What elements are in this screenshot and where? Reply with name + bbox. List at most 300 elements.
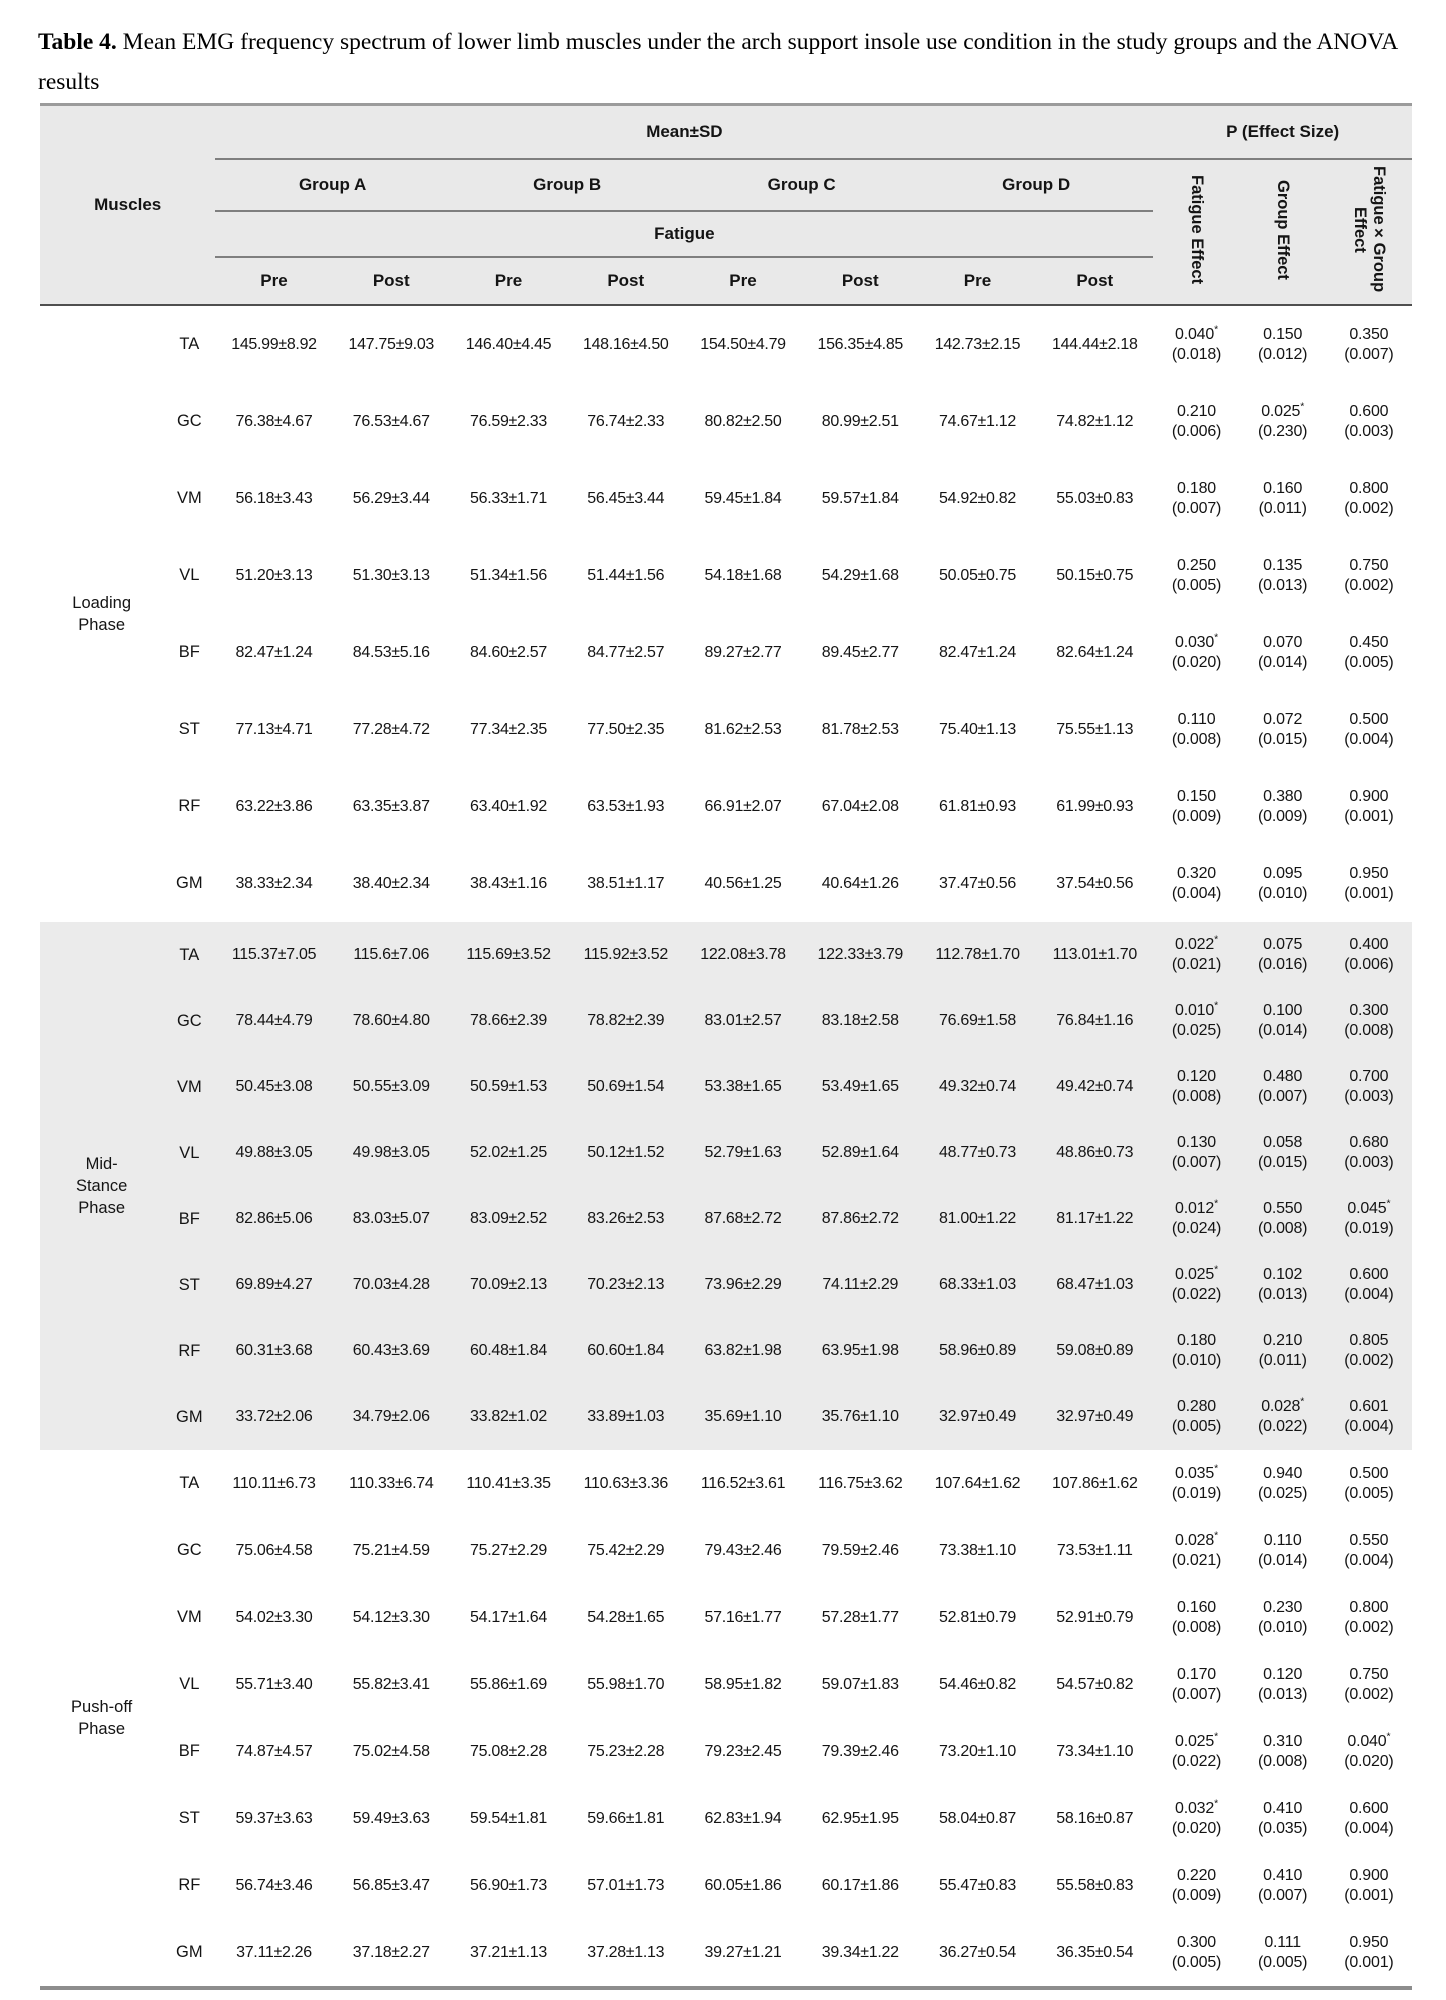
header-pre: Pre: [919, 257, 1036, 305]
mean-sd-value: 62.95±1.95: [821, 1809, 899, 1827]
p-value-cell: [1240, 768, 1326, 845]
effect-size: (0.011): [1258, 499, 1307, 517]
p-value-cell: [1326, 383, 1412, 460]
mean-sd-value: 80.82±2.50: [704, 412, 782, 430]
p-value-cell: [1326, 1517, 1412, 1584]
mean-sd-value: 82.47±1.24: [939, 643, 1016, 661]
p-value-cell: [1240, 1450, 1326, 1517]
p-value: 0.950: [1349, 1933, 1389, 1951]
p-value-cell: [1153, 1054, 1239, 1120]
p-value-cell: [1153, 988, 1239, 1054]
mean-sd-value: 37.28±1.13: [587, 1943, 665, 1961]
mean-sd-value: 55.98±1.70: [587, 1675, 665, 1693]
mean-sd-value: 57.16±1.77: [704, 1608, 782, 1626]
mean-sd-value: 122.08±3.78: [684, 922, 801, 988]
effect-size: (0.006): [1344, 956, 1394, 973]
mean-sd-value: 37.18±2.27: [352, 1943, 430, 1961]
header-p-effect-size: P (Effect Size): [1153, 105, 1412, 160]
effect-size: (0.002): [1344, 576, 1394, 594]
mean-sd-value: 51.44±1.56: [587, 566, 665, 584]
table-row: [40, 1584, 1412, 1651]
mean-sd-value: 68.33±1.03: [919, 1252, 1036, 1318]
mean-sd-value: 70.03±4.28: [333, 1252, 450, 1318]
mean-sd-value: 52.89±1.64: [802, 1120, 919, 1186]
p-value-cell: [1153, 1584, 1239, 1651]
p-value-cell: [1153, 1718, 1239, 1785]
p-value: 0.600: [1349, 1266, 1389, 1283]
mean-sd-value: 148.16±4.50: [582, 335, 669, 353]
table-row: [40, 1450, 1412, 1517]
p-value: 0.025*: [1261, 400, 1305, 420]
mean-sd-value: 73.20±1.10: [939, 1742, 1016, 1760]
effect-size: (0.004): [1171, 884, 1222, 902]
muscle-label: VL: [179, 1675, 200, 1693]
mean-sd-value: 59.49±3.63: [352, 1809, 430, 1827]
p-value: 0.250: [1176, 556, 1217, 574]
p-value-cell: [1240, 1517, 1326, 1584]
muscle-label: GM: [163, 1384, 215, 1450]
table-body: [40, 305, 1412, 1988]
mean-sd-value: 63.40±1.92: [470, 797, 547, 815]
p-value: 0.900: [1349, 787, 1389, 805]
mean-sd-value: 61.99±0.93: [1056, 797, 1134, 815]
effect-size: (0.010): [1171, 1352, 1222, 1369]
p-value-cell: [1240, 1651, 1326, 1718]
mean-sd-value: 87.68±2.72: [684, 1186, 801, 1252]
effect-size: (0.021): [1171, 1551, 1222, 1569]
muscle-label: VL: [179, 566, 200, 584]
phase-label: Loading Phase: [40, 305, 163, 922]
p-value-cell: [1326, 1919, 1412, 1988]
muscle-label: VM: [176, 1608, 202, 1626]
p-value: 0.025*: [1175, 1263, 1218, 1283]
mean-sd-value: 49.98±3.05: [333, 1120, 450, 1186]
p-value: 0.120: [1263, 1665, 1303, 1683]
mean-sd-value: 66.91±2.07: [704, 797, 782, 815]
p-value: 0.680: [1349, 1134, 1389, 1151]
effect-size: (0.004): [1344, 1418, 1394, 1435]
mean-sd-value: 75.55±1.13: [1056, 720, 1134, 738]
mean-sd-value: 146.40±4.45: [465, 335, 552, 353]
mean-sd-value: 53.38±1.65: [684, 1054, 801, 1120]
p-value-cell: [1240, 1120, 1326, 1186]
p-value: 0.150: [1263, 325, 1303, 343]
p-value-cell: [1326, 1852, 1412, 1919]
p-value: 0.045*: [1347, 1197, 1391, 1217]
p-value: 0.800: [1349, 1598, 1389, 1616]
p-value: 0.095: [1263, 864, 1303, 882]
p-value-cell: [1240, 922, 1326, 988]
p-value: 0.601: [1349, 1398, 1389, 1415]
p-value: 0.700: [1349, 1068, 1389, 1085]
mean-sd-value: 74.11±2.29: [802, 1252, 919, 1318]
p-value: 0.102: [1263, 1266, 1303, 1283]
p-value-cell: [1326, 1584, 1412, 1651]
p-value-cell: [1153, 1785, 1239, 1852]
mean-sd-value: 55.03±0.83: [1056, 489, 1134, 507]
p-value-cell: [1240, 1318, 1326, 1384]
mean-sd-value: 147.75±9.03: [348, 335, 435, 353]
mean-sd-value: 76.69±1.58: [919, 988, 1036, 1054]
mean-sd-value: 116.75±3.62: [818, 1474, 903, 1492]
p-value-cell: [1153, 1186, 1239, 1252]
table-caption: [38, 22, 1428, 102]
header-fatigue-effect: Fatigue Effect: [1153, 159, 1239, 305]
effect-size: (0.008): [1171, 1618, 1222, 1636]
mean-sd-value: 51.34±1.56: [470, 566, 547, 584]
header-post: Post: [1036, 257, 1153, 305]
effect-size: (0.019): [1171, 1484, 1222, 1502]
mean-sd-value: 54.29±1.68: [821, 566, 899, 584]
mean-sd-value: 116.52±3.61: [700, 1474, 786, 1492]
p-value-cell: [1240, 383, 1326, 460]
effect-size: (0.022): [1171, 1286, 1222, 1303]
p-value: 0.028*: [1175, 1529, 1218, 1549]
mean-sd-value: 67.04±2.08: [821, 797, 899, 815]
table-row: [40, 614, 1412, 691]
p-value-cell: [1240, 1919, 1326, 1988]
p-value: 0.180: [1176, 1332, 1217, 1349]
effect-size: (0.006): [1171, 422, 1222, 440]
p-value: 0.010*: [1175, 999, 1218, 1019]
mean-sd-value: 83.01±2.57: [684, 988, 801, 1054]
p-value: 0.805: [1349, 1332, 1389, 1349]
effect-size: (0.001): [1344, 1886, 1394, 1904]
mean-sd-value: 79.23±2.45: [704, 1742, 782, 1760]
muscle-label: RF: [163, 1318, 215, 1384]
mean-sd-value: 75.27±2.29: [470, 1541, 547, 1559]
mean-sd-value: 54.57±0.82: [1056, 1675, 1134, 1693]
effect-size: (0.025): [1171, 1022, 1222, 1039]
mean-sd-value: 54.92±0.82: [939, 489, 1016, 507]
mean-sd-value: 154.50±4.79: [700, 335, 786, 353]
mean-sd-value: 84.53±5.16: [352, 643, 430, 661]
table-row: [40, 1054, 1412, 1120]
mean-sd-value: 78.82±2.39: [567, 988, 684, 1054]
header-post: Post: [567, 257, 684, 305]
table-row: [40, 1186, 1412, 1252]
muscle-label: RF: [178, 1876, 201, 1894]
p-value-cell: [1326, 537, 1412, 614]
effect-size: (0.003): [1344, 422, 1394, 440]
p-value-cell: [1153, 1852, 1239, 1919]
p-value-cell: [1326, 845, 1412, 922]
p-value: 0.110: [1263, 1531, 1302, 1549]
table-caption-label: Table 4.: [38, 29, 117, 55]
p-value-cell: [1153, 614, 1239, 691]
mean-sd-value: 82.86±5.06: [215, 1186, 332, 1252]
mean-sd-value: 110.11±6.73: [232, 1474, 316, 1492]
p-value: 0.120: [1176, 1068, 1217, 1085]
mean-sd-value: 50.45±3.08: [215, 1054, 332, 1120]
table-row: [40, 922, 1412, 988]
muscle-label: GC: [176, 1541, 202, 1559]
p-value: 0.170: [1176, 1665, 1217, 1683]
effect-size: (0.008): [1258, 1220, 1308, 1237]
effect-size: (0.022): [1258, 1418, 1308, 1435]
mean-sd-value: 76.38±4.67: [235, 412, 313, 430]
p-value: 0.600: [1349, 402, 1389, 420]
p-value: 0.320: [1176, 864, 1217, 882]
p-value: 0.750: [1349, 556, 1389, 574]
effect-size: (0.010): [1258, 884, 1308, 902]
mean-sd-value: 38.43±1.16: [470, 874, 547, 892]
mean-sd-value: 68.47±1.03: [1036, 1252, 1153, 1318]
mean-sd-value: 32.97±0.49: [919, 1384, 1036, 1450]
p-value-cell: [1153, 1517, 1239, 1584]
mean-sd-value: 55.71±3.40: [235, 1675, 313, 1693]
p-value: 0.040*: [1175, 323, 1218, 343]
p-value-cell: [1240, 614, 1326, 691]
mean-sd-value: 56.85±3.47: [352, 1876, 430, 1894]
mean-sd-value: 37.11±2.26: [236, 1943, 312, 1961]
mean-sd-value: 73.96±2.29: [684, 1252, 801, 1318]
mean-sd-value: 38.33±2.34: [235, 874, 313, 892]
header-fatigue: Fatigue: [215, 211, 1153, 257]
effect-size: (0.016): [1258, 956, 1308, 973]
p-value-cell: [1240, 305, 1326, 383]
mean-sd-value: 81.17±1.22: [1036, 1186, 1153, 1252]
mean-sd-value: 55.47±0.83: [939, 1876, 1016, 1894]
mean-sd-value: 83.03±5.07: [333, 1186, 450, 1252]
table-row: [40, 383, 1412, 460]
effect-size: (0.007): [1171, 1154, 1222, 1171]
p-value: 0.410: [1263, 1799, 1303, 1817]
mean-sd-value: 52.81±0.79: [939, 1608, 1016, 1626]
p-value-cell: [1240, 845, 1326, 922]
table-row: [40, 460, 1412, 537]
mean-sd-value: 54.46±0.82: [939, 1675, 1016, 1693]
p-value: 0.111: [1264, 1933, 1301, 1951]
mean-sd-value: 50.55±3.09: [333, 1054, 450, 1120]
muscle-label: VM: [163, 1054, 215, 1120]
muscle-label: GC: [163, 988, 215, 1054]
effect-size: (0.025): [1258, 1484, 1308, 1502]
mean-sd-value: 110.63±3.36: [583, 1474, 668, 1492]
mean-sd-value: 75.40±1.13: [939, 720, 1016, 738]
mean-sd-value: 63.22±3.86: [235, 797, 313, 815]
mean-sd-value: 36.35±0.54: [1056, 1943, 1134, 1961]
mean-sd-value: 84.77±2.57: [587, 643, 665, 661]
p-value-cell: [1153, 845, 1239, 922]
p-value-cell: [1326, 614, 1412, 691]
p-value: 0.950: [1349, 864, 1389, 882]
mean-sd-value: 107.86±1.62: [1051, 1474, 1138, 1492]
effect-size: (0.007): [1344, 345, 1394, 363]
mean-sd-value: 38.51±1.17: [587, 874, 665, 892]
p-value: 0.030*: [1175, 631, 1218, 651]
mean-sd-value: 78.60±4.80: [333, 988, 450, 1054]
table-row: [40, 305, 1412, 383]
effect-size: (0.011): [1258, 1352, 1307, 1369]
header-group-d: Group D: [919, 159, 1154, 211]
effect-size: (0.012): [1258, 345, 1308, 363]
effect-size: (0.014): [1258, 653, 1308, 671]
effect-size: (0.007): [1258, 1088, 1308, 1105]
p-value: 0.035*: [1175, 1462, 1218, 1482]
p-value-cell: [1153, 691, 1239, 768]
p-value-cell: [1240, 460, 1326, 537]
mean-sd-value: 142.73±2.15: [934, 335, 1021, 353]
mean-sd-value: 78.66±2.39: [450, 988, 567, 1054]
mean-sd-value: 87.86±2.72: [802, 1186, 919, 1252]
muscle-label: GM: [176, 1943, 203, 1961]
p-value: 0.350: [1349, 325, 1389, 343]
header-muscles: Muscles: [40, 105, 215, 306]
p-value: 0.750: [1349, 1665, 1389, 1683]
p-value-cell: [1153, 305, 1239, 383]
mean-sd-value: 74.87±4.57: [235, 1742, 313, 1760]
table-row: [40, 845, 1412, 922]
header-group-b: Group B: [450, 159, 685, 211]
mean-sd-value: 110.33±6.74: [349, 1474, 434, 1492]
p-value: 0.070: [1263, 633, 1303, 651]
header-group-c: Group C: [684, 159, 919, 211]
mean-sd-value: 58.96±0.89: [919, 1318, 1036, 1384]
header-post: Post: [333, 257, 450, 305]
mean-sd-value: 60.17±1.86: [821, 1876, 899, 1894]
mean-sd-value: 115.37±7.05: [215, 922, 332, 988]
phase-label: Push-off Phase: [40, 1450, 163, 1988]
mean-sd-value: 35.69±1.10: [684, 1384, 801, 1450]
mean-sd-value: 57.01±1.73: [587, 1876, 665, 1894]
effect-size: (0.005): [1171, 1953, 1222, 1971]
mean-sd-value: 39.27±1.21: [704, 1943, 782, 1961]
effect-size: (0.014): [1258, 1022, 1308, 1039]
mean-sd-value: 49.32±0.74: [919, 1054, 1036, 1120]
mean-sd-value: 59.45±1.84: [704, 489, 782, 507]
mean-sd-value: 34.79±2.06: [333, 1384, 450, 1450]
mean-sd-value: 54.12±3.30: [352, 1608, 430, 1626]
p-value-cell: [1240, 1718, 1326, 1785]
p-value: 0.400: [1349, 936, 1389, 953]
mean-sd-value: 37.21±1.13: [470, 1943, 547, 1961]
table-row: [40, 1852, 1412, 1919]
p-value-cell: [1153, 1318, 1239, 1384]
p-value-cell: [1326, 1651, 1412, 1718]
mean-sd-value: 77.34±2.35: [470, 720, 547, 738]
mean-sd-value: 40.56±1.25: [704, 874, 782, 892]
mean-sd-value: 33.82±1.02: [450, 1384, 567, 1450]
p-value-cell: [1153, 1651, 1239, 1718]
mean-sd-value: 56.74±3.46: [235, 1876, 313, 1894]
p-value-cell: [1240, 988, 1326, 1054]
p-value-cell: [1153, 1450, 1239, 1517]
mean-sd-value: 89.27±2.77: [704, 643, 782, 661]
mean-sd-value: 82.64±1.24: [1056, 643, 1134, 661]
effect-size: (0.007): [1171, 1685, 1222, 1703]
p-value: 0.210: [1176, 402, 1217, 420]
mean-sd-value: 58.04±0.87: [939, 1809, 1016, 1827]
muscle-label: VL: [163, 1120, 215, 1186]
p-value: 0.480: [1263, 1068, 1303, 1085]
p-value-cell: [1240, 1186, 1326, 1252]
p-value-cell: [1326, 1384, 1412, 1450]
muscle-label: GC: [176, 412, 202, 430]
muscle-label: TA: [179, 1474, 200, 1492]
effect-size: (0.014): [1258, 1551, 1308, 1569]
effect-size: (0.009): [1171, 807, 1222, 825]
header-group-effect: Group Effect: [1240, 159, 1326, 305]
header-post: Post: [802, 257, 919, 305]
effect-size: (0.007): [1258, 1886, 1308, 1904]
mean-sd-value: 107.64±1.62: [934, 1474, 1021, 1492]
table-row: [40, 1651, 1412, 1718]
mean-sd-value: 74.67±1.12: [939, 412, 1016, 430]
mean-sd-value: 145.99±8.92: [231, 335, 317, 353]
p-value-cell: [1153, 1384, 1239, 1450]
mean-sd-value: 63.53±1.93: [587, 797, 665, 815]
effect-size: (0.004): [1344, 730, 1394, 748]
mean-sd-value: 110.41±3.35: [466, 1474, 551, 1492]
mean-sd-value: 81.00±1.22: [919, 1186, 1036, 1252]
effect-size: (0.004): [1344, 1551, 1394, 1569]
muscle-label: ST: [178, 720, 200, 738]
p-value-cell: [1326, 1318, 1412, 1384]
effect-size: (0.005): [1171, 1418, 1222, 1435]
mean-sd-value: 59.08±0.89: [1036, 1318, 1153, 1384]
mean-sd-value: 33.72±2.06: [215, 1384, 332, 1450]
header-pre: Pre: [215, 257, 332, 305]
mean-sd-value: 77.50±2.35: [587, 720, 665, 738]
mean-sd-value: 50.69±1.54: [567, 1054, 684, 1120]
p-value: 0.150: [1176, 787, 1217, 805]
mean-sd-value: 115.69±3.52: [450, 922, 567, 988]
mean-sd-value: 76.74±2.33: [587, 412, 665, 430]
mean-sd-value: 49.42±0.74: [1036, 1054, 1153, 1120]
p-value-cell: [1326, 1718, 1412, 1785]
p-value-cell: [1326, 1450, 1412, 1517]
mean-sd-value: 50.12±1.52: [567, 1120, 684, 1186]
p-value: 0.160: [1176, 1598, 1217, 1616]
mean-sd-value: 83.26±2.53: [567, 1186, 684, 1252]
effect-size: (0.003): [1344, 1154, 1394, 1171]
effect-size: (0.005): [1258, 1953, 1308, 1971]
mean-sd-value: 49.88±3.05: [215, 1120, 332, 1186]
p-value-cell: [1240, 1584, 1326, 1651]
mean-sd-value: 113.01±1.70: [1036, 922, 1153, 988]
phase-label: Mid- Stance Phase: [40, 922, 163, 1450]
mean-sd-value: 52.79±1.63: [684, 1120, 801, 1186]
mean-sd-value: 56.45±3.44: [587, 489, 665, 507]
p-value-cell: [1153, 1919, 1239, 1988]
mean-sd-value: 56.90±1.73: [470, 1876, 547, 1894]
p-value-cell: [1240, 1785, 1326, 1852]
mean-sd-value: 83.09±2.52: [450, 1186, 567, 1252]
mean-sd-value: 62.83±1.94: [704, 1809, 782, 1827]
table-row: [40, 537, 1412, 614]
muscle-label: ST: [178, 1809, 200, 1827]
table-row: [40, 691, 1412, 768]
mean-sd-value: 73.53±1.11: [1056, 1541, 1133, 1559]
mean-sd-value: 33.89±1.03: [567, 1384, 684, 1450]
effect-size: (0.004): [1344, 1286, 1394, 1303]
table-row: [40, 1785, 1412, 1852]
mean-sd-value: 48.86±0.73: [1036, 1120, 1153, 1186]
effect-size: (0.013): [1258, 1286, 1308, 1303]
mean-sd-value: 60.05±1.86: [704, 1876, 782, 1894]
p-value: 0.210: [1263, 1332, 1303, 1349]
p-value-cell: [1240, 537, 1326, 614]
p-value-cell: [1240, 1054, 1326, 1120]
p-value: 0.280: [1176, 1398, 1217, 1415]
p-value: 0.300: [1349, 1002, 1389, 1019]
p-value: 0.110: [1177, 710, 1216, 728]
effect-size: (0.003): [1344, 1088, 1394, 1105]
effect-size: (0.002): [1344, 1618, 1394, 1636]
effect-size: (0.230): [1258, 422, 1308, 440]
effect-size: (0.002): [1344, 1352, 1394, 1369]
